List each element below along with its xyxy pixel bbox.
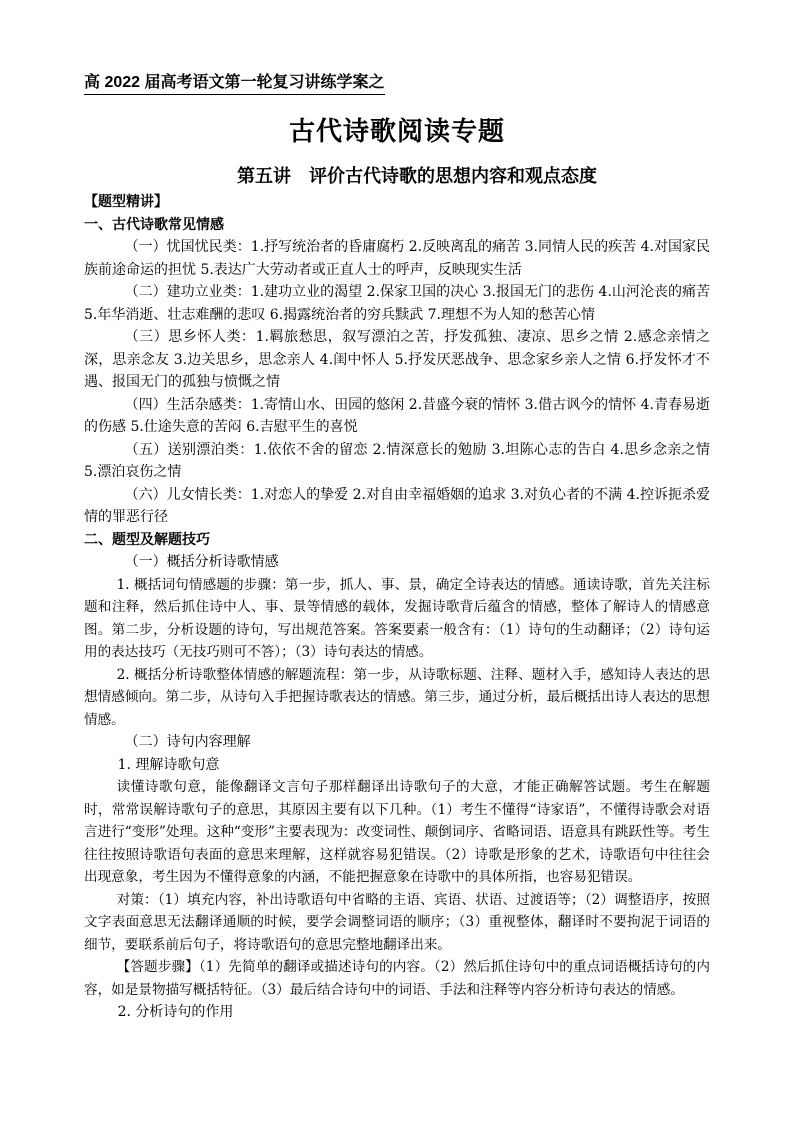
section-heading-emotions: 一、古代诗歌常见情感 [84,216,224,233]
emotion-category-1: （一）忧国忧民类：1.抒写统治者的昏庸腐朽 2.反映离乱的痛苦 3.同情人民的疾苦 4.对国家民族前途命运的担忧 5.表达广大劳动者或正直人士的呼声，反映现实生活 [84,239,710,278]
paragraph-strategy: 对策：（1）填充内容，补出诗歌语句中省略的主语、宾语、状语、过渡语等；（2）调整语序，按照文字表面意思无法翻译通顺的时候，要学会调整词语的顺序；（3）重视整体，翻译时不要拘泥于词语的细节，要联系前后句子，将诗歌语句的意思完整地翻译出来。 [84,891,710,953]
subsection-heading-summarize: （一）概括分析诗歌情感 [124,554,279,570]
subsection-item-meaning: 1. 理解诗歌句意 [117,756,220,773]
paragraph-answer-steps: 【答题步骤】（1）先简单的翻译或描述诗句的内容。（2）然后抓住诗句中的重点词语概括诗句的内容，如是景物描写概括特征。（3）最后结合诗句中的词语、手法和注释等内容分析诗句表达的情感。 [84,959,710,998]
section-heading-techniques: 二、题型及解题技巧 [84,531,210,548]
emotion-category-3: （三）思乡怀人类：1.羁旅愁思，叙写漂泊之苦，抒发孤独、凄凉、思乡之情 2.感念亲情之深，思亲念友 3.边关思乡，思念亲人 4.闺中怀人 5.抒发厌恶战争、思念家乡亲人之情 6.抒发怀才不遇、报国无门的孤独与愤慨之情 [84,329,710,390]
lecture-title: 第五讲 评价古代诗歌的思想内容和观点态度 [237,166,597,187]
emotion-category-4: （四）生活杂感类：1.寄情山水、田园的悠闲 2.昔盛今衰的情怀 3.借古讽今的情怀 4.青春易逝的伤感 5.仕途失意的苦闷 6.吉慰平生的喜悦 [84,396,710,435]
paragraph-process: 2. 概括分析诗歌整体情感的解题流程：第一步，从诗歌标题、注释、题材入手，感知诗人表达的思想情感倾向。第二步，从诗句入手把握诗歌表达的情感。第三步，通过分析，最后概括出诗人表达的思想情感。 [84,666,710,728]
subsection-item-function: 2. 分析诗句的作用 [117,1004,234,1020]
series-subtitle: 高 2022 届高考语文第一轮复习讲练学案之 [84,73,385,95]
paragraph-steps: 1. 概括词句情感题的步骤：第一步，抓人、事、景，确定全诗表达的情感。通读诗歌，首先关注标题和注释，然后抓住诗中人、事、景等情感的载体，发掘诗歌背后蕴含的情感，整体了解诗人的情感意图。第二步，分析设题的诗句，写出规范答案。答案要素一般含有：（1）诗句的生动翻译；（2）诗句运用的表达技巧（无技巧则可不答）；（3）诗句表达的情感。 [84,576,710,660]
emotion-category-2: （二）建功立业类：1.建功立业的渴望 2.保家卫国的决心 3.报国无门的悲伤 4.山河沦丧的痛苦 5.年华消逝、壮志难酬的悲叹 6.揭露统治者的穷兵黩武 7.理想不为人知的愁苦心情 [84,284,710,323]
emotion-category-6: （六）儿女情长类：1.对恋人的挚爱 2.对自由幸福婚姻的追求 3.对负心者的不满 4.控诉扼杀爱情的罪恶行径 [84,486,710,525]
paragraph-reading: 读懂诗歌句意，能像翻译文言句子那样翻译出诗歌句子的大意，才能正确解答试题。考生在解题时，常常误解诗歌句子的意思，其原因主要有以下几种。（1）考生不懂得“诗家语”，不懂得诗歌会对语言进行“变形”处理。这种“变形”主要表现为：改变词性、颠倒词序、省略词语、语意具有跳跃性等。考生往往按照诗歌语句表面的意思来理解，这样就容易犯错误。（2）诗歌是形象的艺术，诗歌语句中往往会出现意象，考生因为不懂得意象的内涵，不能把握意象在诗歌中的具体所指，也容易犯错误。 [84,779,710,885]
subsection-heading-understanding: （二）诗句内容理解 [124,734,251,750]
emotion-category-5: （五）送别漂泊类：1.依依不舍的留恋 2.情深意长的勉励 3.坦陈心志的告白 4.思乡念亲之情 5.漂泊哀伤之情 [84,441,710,480]
page-title: 古代诗歌阅读专题 [288,117,505,147]
section-tag: 【题型精讲】 [84,194,168,210]
